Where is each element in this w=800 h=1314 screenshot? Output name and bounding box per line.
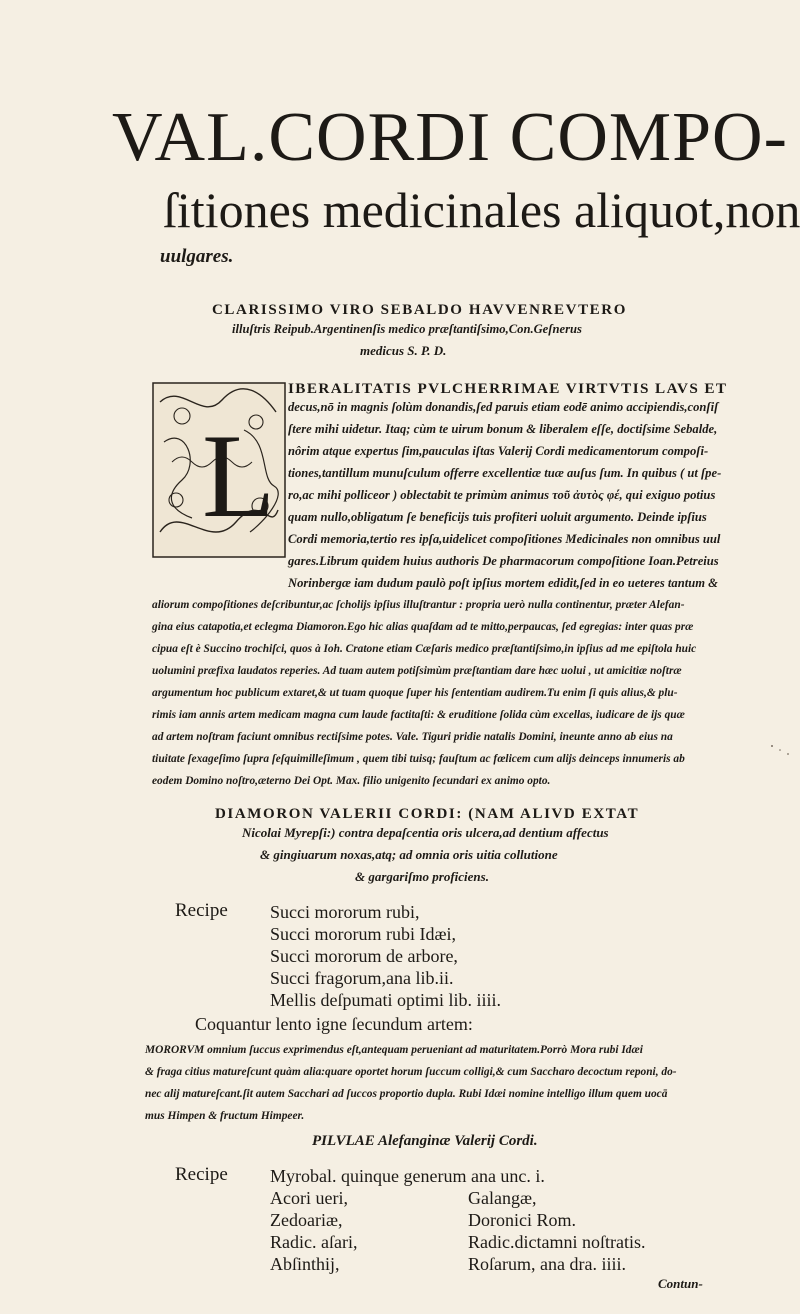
pilulae-right-item: Doronici Rom. bbox=[468, 1210, 576, 1230]
paper-speck-mark bbox=[766, 740, 796, 760]
diamoron-heading: DIAMORON VALERII CORDI: (NAM ALIVD EXTAT bbox=[215, 806, 640, 822]
letter-line: Norinbergæ iam dudum paulò poſt ipſius mortem edidit,ſed in eo ueteres tantum & bbox=[288, 576, 718, 590]
letter-line: gares.Librum quidem huius authoris De pharmacorum compoſitione Ioan.Petreius bbox=[288, 554, 719, 568]
recipe-label: Recipe bbox=[175, 900, 228, 921]
pilulae-right-item: Roſarum, ana dra. iiii. bbox=[468, 1254, 626, 1274]
recipe-label-2: Recipe bbox=[175, 1164, 228, 1185]
title-line-3: uulgares. bbox=[160, 246, 234, 267]
letter-line: uolumini præfixa laudatos reperies. Ad tuam autem potiſsimùm præſtantiam dare hæc uolui , ut amicitiæ noſtræ bbox=[152, 665, 682, 677]
letter-line: aliorum compoſitiones deſcribuntur,ac ſcholijs ipſius illuſtrantur : propria uerò nulla continentur, præter Alefan- bbox=[152, 599, 685, 611]
pilulae-left-item: Abſinthij, bbox=[270, 1254, 340, 1274]
letter-line: rimis iam annis artem medicam magna cum laude factitaſti: & eruditione ſolida cùm excellas, iudicare de ijs quæ bbox=[152, 709, 685, 721]
letter-line: argumentum hoc publicum extaret,& ut tuam quoque ſuper his ſententiam audirem.Tu enim ſi quis alius,& plu- bbox=[152, 687, 678, 699]
decorated-initial bbox=[152, 382, 286, 558]
letter-line: gina eius catapotia,et eclegma Diamoron.Ego hic alias quaſdam ad te mitto,perpaucas, ſed egregias: inter quas præ bbox=[152, 621, 694, 633]
note-line: & fraga citius matureſcunt quàm alia:quare oportet horum ſuccum colligi,& cum Saccharo decoctum reponi, do- bbox=[145, 1066, 677, 1078]
letter-line: decus,nō in magnis ſolùm donandis,ſed paruis etiam eodē animo accipiendis,conſiſ bbox=[288, 400, 719, 414]
ingredient-line: Mellis deſpumati optimi lib. iiii. bbox=[270, 990, 501, 1010]
title-line-2: ſitiones medicinales aliquot,non bbox=[163, 182, 800, 238]
ingredient-line: Succi fragorum,ana lib.ii. bbox=[270, 968, 454, 988]
initial-ornament bbox=[152, 382, 286, 558]
letter-line: tiuitate ſexageſimo ſupra ſeſquimilleſimum , quem tibi tuisq; fauſtum ac fœlicem cum alijs deinceps innumeris ab bbox=[152, 753, 685, 765]
letter-line: IBERALITATIS PVLCHERRIMAE VIRTVTIS LAVS ET bbox=[288, 380, 728, 397]
ingredient-line: Succi mororum rubi Idæi, bbox=[270, 924, 456, 944]
title-line-1: VAL.CORDI COMPO- bbox=[112, 99, 788, 176]
pilulae-first-line: Myrobal. quinque generum ana unc. i. bbox=[270, 1166, 545, 1186]
pilulae-left-item: Zedoariæ, bbox=[270, 1210, 343, 1230]
letter-line: tiones,tantillum munuſculum offerre excellentiæ tuæ auſus ſum. In quibus ( ut ſpe- bbox=[288, 466, 722, 480]
catchword: Contun- bbox=[658, 1276, 703, 1291]
pilulae-heading: PILVLAE Alefanginæ Valerij Cordi. bbox=[312, 1133, 538, 1149]
letter-line: quam nullo,obligatum ſe beneficijs tuis profiteri uoluit argumento. Deinde ipſius bbox=[288, 510, 707, 524]
note-line: MORORVM omnium ſuccus exprimendus eſt,antequam perueniant ad maturitatem.Porrò Mora rubi Idæi bbox=[145, 1044, 643, 1056]
initial-letter: L bbox=[202, 409, 276, 542]
letter-line: Cordi memoria,tertio res ipſa,uidelicet compoſitiones Medicinales non omnibus uul bbox=[288, 532, 721, 546]
dedication-line-3: medicus S. P. D. bbox=[360, 343, 447, 358]
diamoron-line-2: Nicolai Myrepſi:) contra depaſcentia oris ulcera,ad dentium affectus bbox=[242, 825, 609, 840]
note-line: mus Himpen & fructum Himpeer. bbox=[145, 1110, 305, 1122]
letter-line: eodem Domino noſtro,æterno Dei Opt. Max. filio unigenito ſecundari ex animo opto. bbox=[152, 775, 551, 787]
ingredient-line: Succi mororum de arbore, bbox=[270, 946, 458, 966]
letter-line: nôrim atque expertus ſim,pauculas iſtas Valerij Cordi medicamentorum compoſi- bbox=[288, 444, 709, 458]
diamoron-line-3: & gingiuarum noxas,atq; ad omnia oris uitia collutione bbox=[260, 847, 558, 862]
pilulae-right-item: Radic.dictamni noſtratis. bbox=[468, 1232, 646, 1252]
letter-line: ſtere mihi uidetur. Itaq; cùm te uirum bonum & liberalem eſſe, doctiſsime Sebalde, bbox=[288, 422, 718, 436]
pilulae-right-item: Galangæ, bbox=[468, 1188, 537, 1208]
pilulae-left-item: Acori ueri, bbox=[270, 1188, 348, 1208]
letter-line: cipua eſt è Succino trochiſci, quos à Ioh. Cratone etiam Cæſaris medico præſtantiſsimo,in ipſius ad me epiſtola huic bbox=[152, 643, 697, 655]
letter-line: ro,ac mihi polliceor ) oblectabit te primùm animus τοῦ ἀυτὸς φέ, qui exiguo potius bbox=[288, 488, 716, 502]
letter-line: ad artem noſtram faciunt omnibus rectiſsime potes. Vale. Tiguri pridie natalis Domini, ineunte anno ab eius na bbox=[152, 731, 673, 743]
ingredient-line: Succi mororum rubi, bbox=[270, 902, 420, 922]
dedication-heading: CLARISSIMO VIRO SEBALDO HAVVENREVTERO bbox=[212, 302, 627, 318]
note-line: nec alij matureſcant.ſit autem Sacchari ad ſuccos proportio dupla. Rubi Idæi nomine intelligo illum quem uocā bbox=[145, 1088, 668, 1100]
recipe-closing: Coquantur lento igne ſecundum artem: bbox=[195, 1014, 473, 1034]
dedication-line-2: illuſtris Reipub.Argentinenſis medico præſtantiſsimo,Con.Geſnerus bbox=[232, 322, 582, 336]
pilulae-left-item: Radic. aſari, bbox=[270, 1232, 358, 1252]
diamoron-line-4: & gargariſmo proficiens. bbox=[355, 869, 489, 884]
